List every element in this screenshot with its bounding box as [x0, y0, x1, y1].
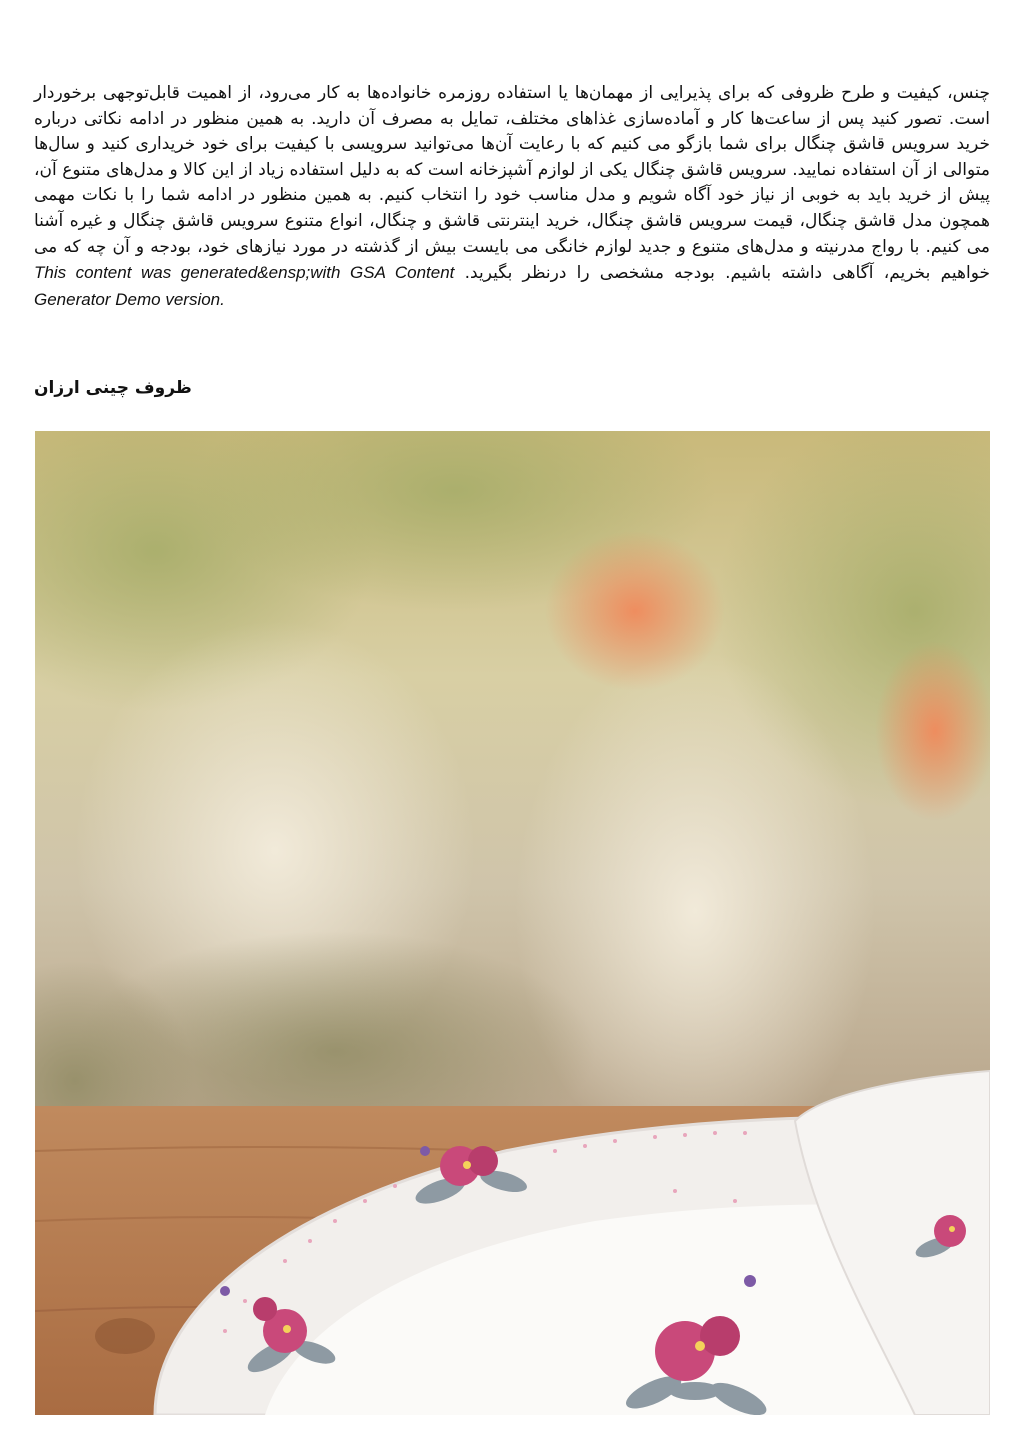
section-heading: ظروف چینی ارزان	[34, 378, 192, 398]
article-paragraph	[34, 81, 990, 313]
generator-watermark-text: This content was generated&ensp;with GSA Content Generator Demo version.	[34, 263, 455, 309]
article-text: چنس، کیفیت و طرح ظروفی که برای پذیرایی از مهمان‌ها یا استفاده روزمره خانواده‌ها به کار می‌رود، از اهمیت قابل‌توجهی برخوردار است. تصور کنید پس از ساعت‌ها کار و آماده‌سازی غذاهای مختلف، تمایل به مصرف آن دارید. به همین منظور در ادامه نکاتی درباره خرید سرویس قاشق چنگال برای شما بازگو می کنیم که با رعایت آن‌ها می‌توانید سرویسی با کیفیت برای خود خریداری کنید و سال‌ها متوالی از آن استفاده نمایید. سرویس قاشق چنگال یکی از لوازم آشپزخانه است که به دلیل استفاده زیاد از این کالا و مدل‌های متنوع آن، پیش از خرید باید به خوبی از نیاز خود آگاه شویم و مدل مناسب خود را انتخاب کنیم. به همین منظور در ادامه شما را با نکات مهمی همچون مدل قاشق چنگال، قیمت سرویس قاشق چنگال، خرید اینترنتی قاشق و چنگال، انواع متنوع سرویس قاشق چنگال و غیره آشنا می کنیم. با رواج مدرنیته و مدل‌های متنوع و جدید لوازم خانگی می بایست بیش از گذشته در مورد نیازهای خود، بودجه و آن چه که می خواهیم بخریم، آگاهی داشته باشیم. بودجه مشخصی را درنظر بگیرید.	[34, 83, 990, 284]
product-photo	[35, 431, 990, 1415]
